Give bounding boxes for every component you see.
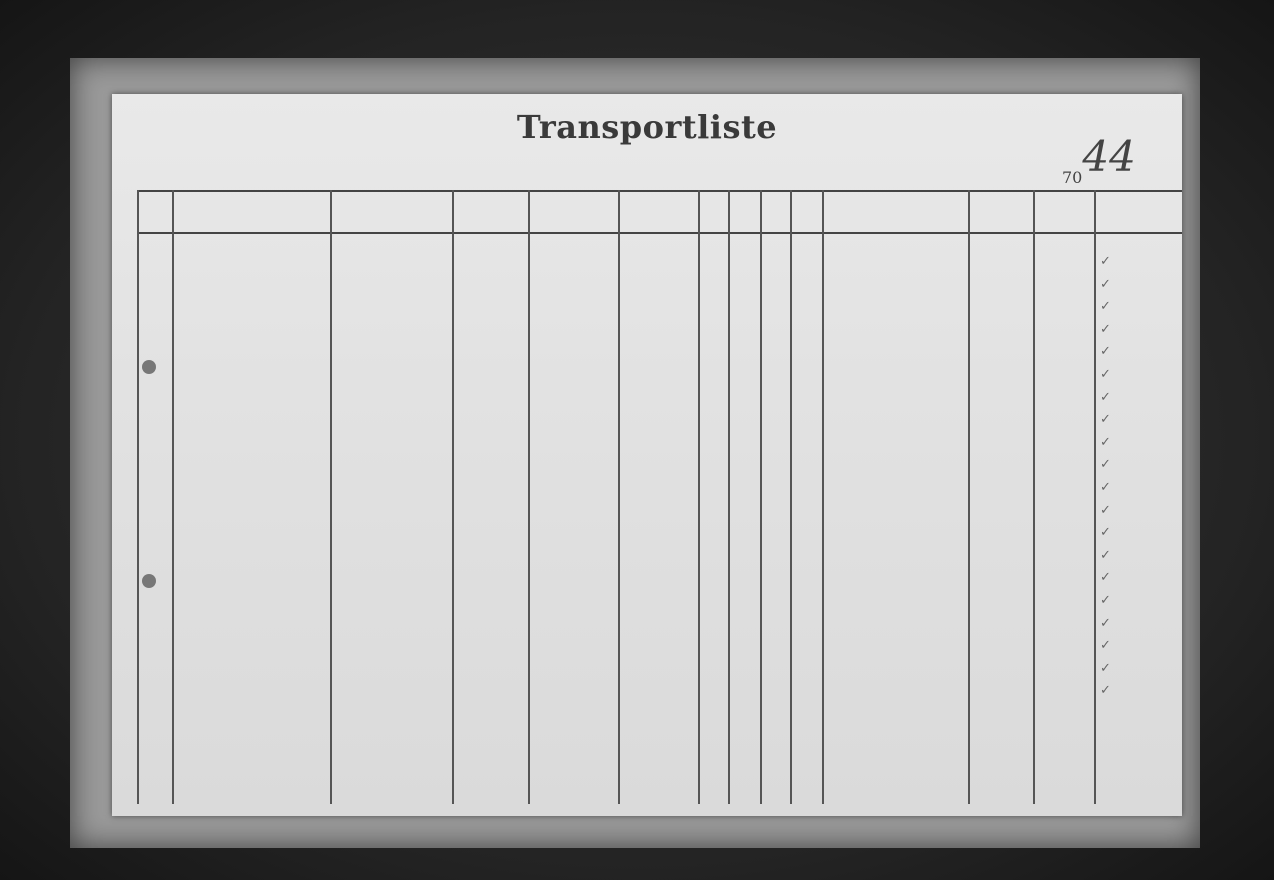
row-check-mark: ✓ <box>1100 593 1111 608</box>
column-rule <box>760 190 762 804</box>
row-check-mark: ✓ <box>1100 660 1111 676</box>
column-rule <box>698 190 700 804</box>
header-bottom-rule <box>137 232 1182 234</box>
row-check-mark: ✓ <box>1100 547 1111 563</box>
row-check-mark: ✓ <box>1100 276 1111 292</box>
row-check-mark: ✓ <box>1100 389 1111 405</box>
row-check-mark: ✓ <box>1100 525 1111 541</box>
row-check-mark: ✓ <box>1100 638 1111 654</box>
column-rule <box>1094 190 1096 804</box>
transport-table <box>112 94 1182 816</box>
row-check-mark: ✓ <box>1100 254 1111 269</box>
column-rule <box>330 190 332 804</box>
row-check-mark: ✓ <box>1100 480 1111 495</box>
row-check-mark: ✓ <box>1100 502 1111 518</box>
sheet-number-prefix: 70 <box>1062 168 1083 187</box>
column-rule <box>452 190 454 804</box>
column-rule <box>172 190 174 804</box>
page-title: Transportliste <box>516 108 778 146</box>
sheet-number-handwritten: 44 <box>1082 132 1136 181</box>
column-rule <box>1033 190 1035 804</box>
transport-list-sheet <box>112 94 1182 816</box>
row-check-mark: ✓ <box>1100 344 1111 360</box>
row-check-mark: ✓ <box>1100 615 1111 631</box>
row-check-mark: ✓ <box>1100 412 1111 428</box>
row-check-mark: ✓ <box>1100 570 1111 586</box>
column-rule <box>528 190 530 804</box>
column-rule <box>618 190 620 804</box>
column-rule <box>968 190 970 804</box>
row-check-mark: ✓ <box>1100 683 1111 699</box>
column-rule <box>790 190 792 804</box>
row-check-mark: ✓ <box>1100 321 1111 337</box>
row-check-mark: ✓ <box>1100 457 1111 473</box>
column-rule <box>728 190 730 804</box>
row-check-mark: ✓ <box>1100 299 1111 315</box>
table-top-rule <box>137 190 1182 192</box>
column-rule <box>822 190 824 804</box>
ink-blot <box>142 360 156 374</box>
row-check-mark: ✓ <box>1100 367 1111 382</box>
ink-blot <box>142 574 156 588</box>
column-rule <box>137 190 139 804</box>
row-check-mark: ✓ <box>1100 434 1111 450</box>
